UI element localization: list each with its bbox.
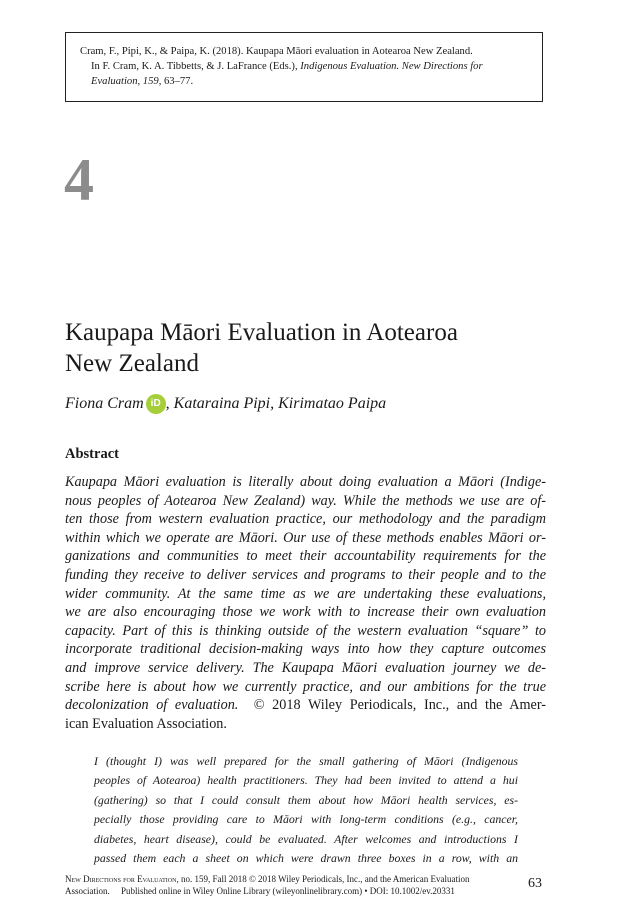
abstract-body [65, 473, 546, 733]
footer-journal: New Directions for Evaluation [65, 874, 177, 884]
quote-line: (gathering) so that I could consult them about how Māori health services, es- [94, 792, 518, 807]
quote-line: passed them each a sheet on which were drawn three boxes in a row, with an [94, 850, 518, 865]
abstract-line: funding they receive to deliver services and programs to their people and to the [65, 566, 546, 583]
abstract-line: capacity. Part of this is thinking outside of the western evaluation “square” to [65, 622, 546, 639]
abstract-line: within which we operate are Māori. Our use of these methods enables Māori or- [65, 529, 546, 546]
footer-line-2: Association. Published online in Wiley Online Library (wileyonlinelibrary.com) • DOI: 10.1002/ev.20331 [65, 886, 455, 896]
abstract-line: ganizations and communities to meet their accountability requirements for the [65, 548, 546, 565]
copyright-notice-end: ican Evaluation Association. [65, 715, 227, 732]
abstract-line: scribe here is about how we currently practice, and our ambitions for the true [65, 678, 546, 695]
citation-volume: Evaluation, 159 [91, 76, 159, 87]
abstract-line: incorporate traditional decision-making ways into how they capture outcomes [65, 641, 546, 658]
quote-line: I (thought I) was well prepared for the small gathering of Māori (Indigenous [94, 754, 518, 768]
abstract-line-copyright [65, 696, 546, 715]
citation-line-2 [91, 59, 483, 74]
author-first: Fiona Cram [65, 395, 144, 412]
citation-journal: Indigenous Evaluation. New Directions for [300, 61, 483, 72]
abstract-line: nous peoples of Aotearoa New Zealand) way. While the methods we use are of- [65, 492, 546, 509]
abstract-line: and improve service delivery. The Kaupapa Māori evaluation journey we de- [65, 659, 546, 676]
citation-editors: In F. Cram, K. A. Tibbetts, & J. LaFrance (Eds.), [91, 61, 301, 72]
abstract-line: we are also encouraging those we work with to increase their own evaluation [65, 604, 546, 621]
title-line-2: New Zealand [65, 350, 199, 377]
abstract-line-end: decolonization of evaluation. [65, 697, 239, 714]
orcid-icon[interactable]: iD [146, 394, 166, 414]
article-title [65, 317, 458, 379]
footer-issue: , no. 159, Fall 2018 © 2018 Wiley Periodicals, Inc., and the American Evaluation [176, 874, 470, 884]
author-rest: , Kataraina Pipi, Kirimatao Paipa [165, 395, 387, 412]
footer-line-1 [65, 873, 469, 885]
page-footer [65, 873, 469, 897]
copyright-notice: © 2018 Wiley Periodicals, Inc., and the Amer- [238, 697, 546, 714]
quote-line: peoples of Aotearoa) health practitioners. They had been invited to attend a hui [94, 773, 518, 788]
abstract-heading: Abstract [65, 446, 119, 462]
abstract-line: ten those from western evaluation practice, our methodology and the paradigm [65, 511, 546, 528]
citation-pages: , 63–77. [158, 76, 194, 87]
title-line-1: Kaupapa Māori Evaluation in Aotearoa [65, 319, 458, 346]
epigraph-quote [94, 752, 518, 868]
citation-line-1: Cram, F., Pipi, K., & Paipa, K. (2018). Kaupapa Māori evaluation in Aotearoa New Zealand. [80, 46, 473, 57]
citation-box [65, 32, 543, 102]
quote-line: diabetes, heart disease), could be evaluated. After welcomes and introductions I [94, 831, 518, 846]
quote-line: pecially those providing care to Māori with long-term conditions (e.g., cancer, [94, 812, 518, 827]
abstract-line: wider community. At the same time as we are undertaking these evaluations, [65, 585, 546, 602]
author-list [65, 394, 386, 414]
abstract-line: Kaupapa Māori evaluation is literally about doing evaluation a Māori (Indige- [65, 474, 546, 490]
page-number: 63 [528, 876, 542, 891]
chapter-number: 4 [64, 147, 94, 213]
citation-line-3 [91, 74, 193, 89]
